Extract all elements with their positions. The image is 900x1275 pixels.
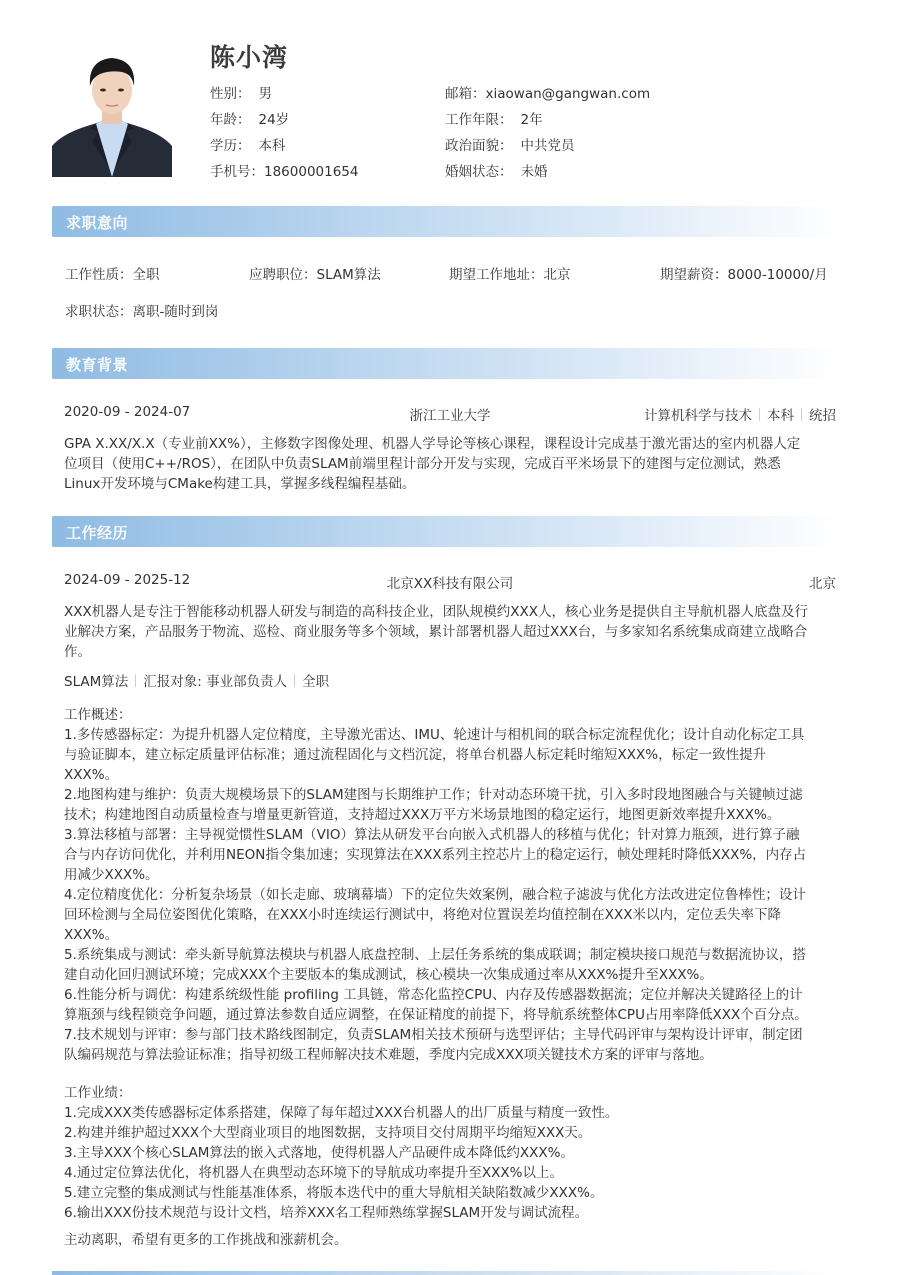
info-row — [210, 160, 850, 186]
salary-field: 期望薪资：8000-10000/月 — [660, 267, 828, 283]
education-meta — [64, 404, 836, 424]
job-title: SLAM算法 — [64, 674, 129, 690]
info-row — [210, 108, 850, 134]
email-field: 邮箱：xiaowan@gangwan.com — [445, 86, 651, 102]
marital-status-field: 婚姻状态： 未婚 — [445, 164, 548, 180]
divider — [759, 408, 760, 421]
location-field: 期望工作地址：北京 — [449, 267, 571, 283]
section-header-objective — [52, 206, 840, 237]
position-field: 应聘职位：SLAM算法 — [249, 267, 381, 283]
work-period: 2024-09 - 2025-12 — [64, 572, 191, 588]
divider — [801, 408, 802, 421]
section-title: 求职意向 — [66, 214, 129, 232]
work-achievements: 工作业绩： 1.完成XXX类传感器标定体系搭建，保障了每年超过XXX台机器人的出厂质量与精度一致性。 2.构建并维护超过XXX个大型商业项目的地图数据，支持项目交付周期平均缩短XXX天。 3.主导XXX个核心SLAM算法的嵌入式落地，使得机器人产品硬件成本降低约XXX%。 4.通过定位算法优化，将机器人在典型动态环境下的导航成功率提升至XXX%以上。 5.建立完整的集成测试与性能基准体系，将版本迭代中的重大导航相关缺陷数减少XXX%。 6.输出XXX份技术规范与设计文档，培养XXX名工程师熟练掌握SLAM开发与调试流程。 — [64, 1083, 838, 1223]
report-to: 汇报对象: 事业部负责人 — [143, 674, 288, 690]
job-type-field: 工作性质：全职 — [65, 267, 160, 283]
work-location: 北京 — [809, 576, 836, 592]
education-period: 2020-09 - 2024-07 — [64, 404, 191, 420]
divider — [294, 674, 295, 687]
company-name: 北京XX科技有限公司 — [386, 576, 514, 592]
objective-row-2 — [65, 300, 218, 320]
info-row — [210, 134, 850, 160]
profile-photo — [52, 46, 172, 177]
overview-label: 工作概述： — [64, 707, 132, 723]
enrollment-type: 统招 — [809, 408, 836, 424]
work-overview: 工作概述： 1.多传感器标定：为提升机器人定位精度，主导激光雷达、IMU、轮速计与相机间的联合标定流程优化；设计自动化标定工具 与验证脚本，建立标定质量评估标准；通过流程固化与文档沉淀，将单台机器人标定耗时缩短XXX%，标定一致性提升 XXX%。 2.地图构建与维护：负责大规模场景下的SLAM建图与长期维护工作；针对动态环境干扰，引入多时段地图融合与关键帧过滤 技术；构建地图自动质量检查与增量更新管道，支持超过XXX万平方米场景地图的稳定运行，地图更新效率提升XXX%。 3.算法移植与部署：主导视觉惯性SLAM（VIO）算法从研发平台向嵌入式机器人的移植与优化；针对算力瓶颈，进行算子融 合与内存访问优化，并利用NEON指令集加速；实现算法在XXX系列主控芯片上的稳定运行，帧处理耗时降低XXX%，内存占 用减少XXX%。 4.定位精度优化：分析复杂场景（如长走廊、玻璃幕墙）下的定位失效案例，融合粒子滤波与优化方法改进定位鲁棒性；设计 回环检测与全局位姿图优化策略，在XXX小时连续运行测试中，将绝对位置误差均值控制在XXX米以内，定位丢失率下降 XXX%。 5.系统集成与测试：牵头新导航算法模块与机器人底盘控制、上层任务系统的集成联调；制定模块接口规范与数据流协议，搭 建自动化回归测试环境；完成XXX个主要版本的集成测试，核心模块一次集成通过率从XXX%提升至XXX%。 6.性能分析与调优：构建系统级性能 profiling 工具链，常态化监控CPU、内存及传感器数据流；定位并解决关键路径上的计 算瓶颈与线程锁竞争问题，通过算法参数自适应调整，在保证精度的前提下，将导航系统整体CPU占用率降低XXX个百分点。 7.技术规划与评审：参与部门技术路线图制定，负责SLAM相关技术预研与选型评估；主导代码评审与架构设计评审，制定团 队编码规范与算法验证标准；指导初级工程师解决技术难题，季度内完成XXX项关键技术方案的评审与落地。 — [64, 705, 838, 1065]
major: 计算机科学与技术 — [644, 408, 752, 424]
section-header-work — [52, 516, 840, 547]
education-description: GPA X.XX/X.X（专业前XX%），主修数字图像处理、机器人学导论等核心课程，课程设计完成基于激光雷达的室内机器人定 位项目（使用C++/ROS），在团队中负责SLAM前端里程计部分开发与实现，完成百平米场景下的建图与定位测试，熟悉 Linux开发环境与CMake构建工具，掌握多线程编程基础。 — [64, 436, 801, 492]
achievements-label: 工作业绩： — [64, 1085, 132, 1101]
next-section-header — [52, 1271, 840, 1275]
objective-row-1 — [65, 263, 840, 283]
degree: 本科 — [767, 408, 794, 424]
work-meta — [64, 572, 836, 592]
leave-reason: 主动离职，希望有更多的工作挑战和涨薪机会。 — [64, 1232, 348, 1248]
work-years-field: 工作年限： 2年 — [445, 112, 543, 128]
personal-info — [210, 82, 850, 186]
work-tags — [64, 670, 329, 690]
job-status-field: 求职状态：离职-随时到岗 — [65, 304, 219, 320]
info-row — [210, 82, 850, 108]
school-name: 浙江工业大学 — [409, 408, 491, 424]
phone-field: 手机号：18600001654 — [210, 164, 359, 180]
education-details — [644, 404, 836, 424]
section-header-education — [52, 348, 840, 379]
education-level-field: 学历： 本科 — [210, 138, 286, 154]
job-type: 全职 — [302, 674, 330, 690]
divider — [135, 674, 136, 687]
political-status-field: 政治面貌： 中共党员 — [445, 138, 575, 154]
gender-field: 性别： 男 — [210, 86, 272, 102]
candidate-name: 陈小湾 — [210, 43, 289, 72]
section-title: 工作经历 — [66, 524, 129, 542]
age-field: 年龄： 24岁 — [210, 112, 290, 128]
section-title: 教育背景 — [66, 356, 129, 374]
company-intro: XXX机器人是专注于智能移动机器人研发与制造的高科技企业，团队规模约XXX人，核心业务是提供自主导航机器人底盘及行 业解决方案，产品服务于物流、巡检、商业服务等多个领域，累计部署机器人超过XXX台，与多家知名系统集成商建立战略合 作。 — [64, 604, 808, 660]
